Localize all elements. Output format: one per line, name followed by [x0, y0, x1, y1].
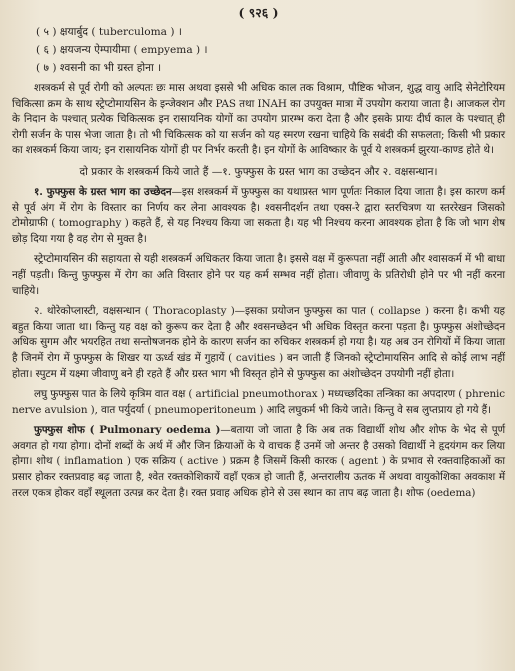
list-item: ( ७ ) श्वसनी का भी ग्रस्त होना । [36, 62, 162, 74]
thoracoplasty-heading: २. थोरेकोप्लास्टी, वक्षसन्धान ( Thoracoplasty ) [34, 305, 235, 318]
page-number: ( ९२६ ) [238, 5, 279, 20]
types-line: दो प्रकार के शस्त्रकर्म किये जाते हैं —१. फुफ्फुस के ग्रस्त भाग का उच्छेदन और २. वक्षसन्धान। [79, 165, 438, 178]
resection-body: —इस शस्त्रकर्म में फुफ्फुस का यथाप्रस्त भाग पूर्णतः निकाल दिया जाता है। इस कारण कर्म से पूर्व अंग में रोग के विस्तार का निर्णय कर लेना आवश्यक है। श्वसनीदर्शन तथा एक्स-रे द्वारा स्तरचित्रण या स्तररेखन जिसको टोमोग्राफी ( tomography ) कहते हैं, से यह निश्चय किया जा सकता है। यह भी निश्चय करना आवश्यक होता है कि जो भाग शेष छोड़ दिया गया है वह रोग से मुक्त है। [12, 185, 506, 245]
paragraph-resection [12, 185, 505, 247]
list-item: ( ५ ) क्षयार्बुद ( tuberculoma ) । [36, 26, 182, 38]
oedema-heading: फुफ्फुस शोफ ( Pulmonary oedema ) [34, 424, 221, 437]
paragraph-oedema [12, 423, 505, 501]
resection-heading: १. फुफ्फुस के ग्रस्त भाग का उच्छेदन [34, 185, 172, 198]
paragraph-streptomycin: स्ट्रेप्टोमायसिन की सहायता से यही शस्त्रकर्म अधिकतर किया जाता है। इससे वक्ष में कुरूपता नहीं आती और श्वासकर्म में भी बाधा नहीं पड़ती। किन्तु फुफ्फुस में रोग का अति विस्तार होने पर यह कर्म सम्भव नहीं होता। जीवाणु के प्रतिरोधी होने पर भी नहीं करना चाहिये। [12, 253, 505, 297]
paragraph-thoracoplasty [12, 304, 505, 382]
oedema-body: —बताया जो जाता है कि अब तक विद्यार्थी शोथ और शोफ के भेद से पूर्ण अवगत हो गया होगा। दोनों शब्दों के अर्थ में और जिन क्रियाओं के ये वाचक हैं उनमें जो अन्तर है उसको विद्यार्थी ने हृदयंगम कर लिया होगा। शोथ ( inflamation ) एक सक्रिय ( active ) प्रक्रम है जिसमें किसी कारक ( agent ) के प्रभाव से रक्तवाहिकाओं का प्रसार होकर रक्तप्रवाह बढ़ जाता है, श्वेत रक्तकोशिकायें वहाँ एकत्र हो जाती हैं, अन्तरालीय ऊतक में अथवा वायुकोशिका अवकाश में तरल एकत्र होकर वहाँ स्थूलता उत्पन्न कर देता है। रक्त प्रवाह अधिक होने से उस स्थान का ताप बढ़ जाता है। शोफ (oedema) [12, 424, 505, 499]
thoracoplasty-body: —इसका प्रयोजन फुफ्फुस का पात ( collapse ) करना है। कभी यह बहुत किया जाता था। किन्तु यह वक्ष को कुरूप कर देता है और श्वसनच्छेदन भी अधिक विस्तृत करना पड़ता है। फुफ्फुस अंशोच्छेदन अधिक सुगम और भयरहित तथा सन्तोषजनक होने के कारण सर्जन का रुचिकर शस्त्रकर्म हो गया है। यह अब उन रोगियों में किया जाता है जिनमें रोग में फुफ्फुस के शिखर या ऊर्ध्व खंड में गुहायें ( cavities ) बन जाती हैं जिनको स्ट्रेप्टोमायसिन आदि से कोई लाभ नहीं होता। स्पुटम में यक्ष्मा जीवाणु बने ही रहते हैं और ग्रस्त भाग भी विस्तृत होने से फुफ्फुस का अंशोच्छेदन उपयोगी नहीं होता। [12, 305, 505, 380]
paragraph-intro: शस्त्रकर्म से पूर्व रोगी को अल्पतः छः मास अथवा इससे भी अधिक काल तक विश्राम, पौष्टिक भोजन, शुद्ध वायु आदि सेनेटोरियम चिकित्सा क्रम के साथ स्ट्रेप्टोमायसिन के इन्जेक्शन और PAS तथा INAH का उपयुक्त मात्रा में उपयोग कराया जाता है। आजकल रोग के निदान के पश्चात् प्रत्येक चिकित्सक इन रासायनिक योगों का उपयोग प्रारम्भ करा देता है और इसके प्रायः दीर्घ काल के पश्चात् ही रोगी सर्जन के पास भेजा जाता है। तो भी चिकित्सक को या सर्जन को यह स्मरण रखना चाहिये कि सबंदी की सफलता; किसी भी प्रकार का शस्त्रकर्म किया जाय; इन रासायनिक योगों ही पर निर्भर करती है। इन योगों के आविष्कार के पूर्व ये शस्त्रकर्म झुरया-काण्ड होते थे। [12, 82, 505, 157]
list-item: ( ६ ) क्षयजन्य ऐम्पायीमा ( empyema ) । [36, 44, 208, 56]
paragraph-pneumothorax: लघु फुफ्फुस पात के लिये कृत्रिम वात वक्ष ( artificial pneumothorax ) मध्यच्छदिका तन्त्रिका का अपदारण ( phrenic nerve avulsion ), वात पर्युदर्या ( pneumoperitoneum ) आदि लघुकर्म भी किये जाते। किन्तु वे सब लुप्तप्राय हो गये हैं। [12, 388, 505, 416]
